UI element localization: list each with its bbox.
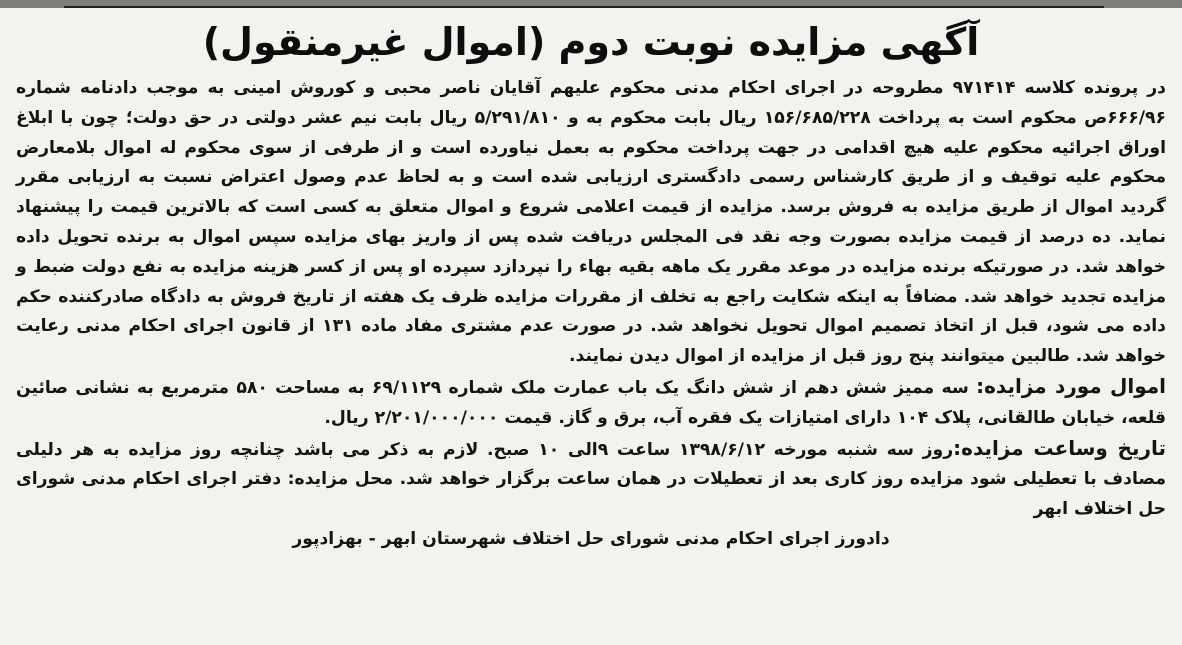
property-section bbox=[16, 372, 1166, 434]
notice-title: آگهی مزایده نوبت دوم (اموال غیرمنقول) bbox=[202, 20, 980, 64]
property-label: اموال مورد مزایده: bbox=[976, 373, 1166, 398]
property-description: سه ممیز شش دهم از شش دانگ یک باب عمارت ملک شماره ۶۹/۱۱۲۹ به مساحت ۵۸۰ مترمربع به نشانی صائین قلعه، خیابان طالقانی، پلاک ۱۰۴ دارای امتیازات یک فقره آب، برق و گاز. قیمت ۲/۲۰۱/۰۰۰/۰۰۰ ریال. bbox=[16, 377, 1166, 428]
auction-notice bbox=[10, 10, 1172, 640]
notice-signature: دادورز اجرای احکام مدنی شورای حل اختلاف شهرستان ابهر - بهزادپور bbox=[292, 528, 890, 549]
date-label: تاریخ وساعت مزایده: bbox=[953, 435, 1167, 460]
top-border-line bbox=[64, 6, 1104, 8]
date-description: روز سه شنبه مورخه ۱۳۹۸/۶/۱۲ ساعت ۹الی ۱۰ صبح. لازم به ذکر می باشد چنانچه روز مزایده به هر دلیلی مصادف با تعطیلی شود مزایده روز کاری بعد از تعطیلات در همان ساعت برگزار خواهد شد. محل مزایده: دفتر اجرای احکام مدنی شورای حل اختلاف ابهر bbox=[16, 439, 1166, 520]
date-section bbox=[16, 434, 1166, 525]
notice-paragraph-main: در پرونده کلاسه ۹۷۱۴۱۴ مطروحه در اجرای احکام مدنی محکوم علیهم آقایان ناصر محبی و کوروش امینی به موجب دادنامه شماره ۶۶۶/۹۶ص محکوم است به پرداخت ۱۵۶/۶۸۵/۲۲۸ ریال بابت محکوم به و ۵/۲۹۱/۸۱۰ ریال بابت نیم عشر دولتی در حق دولت؛ چون با ابلاغ اوراق اجرائیه محکوم علیه هیچ اقدامی در جهت پرداخت محکوم به بعمل نیاورده است و از طرفی از سوی محکوم له اموال بلامعارض محکوم علیه توقیف و از طریق کارشناس رسمی دادگستری ارزیابی شده است و به لحاظ عدم وصول اعتراض نسبت به ارزیابی مقرر گردید اموال از طریق مزایده به فروش برسد. مزایده از قیمت اعلامی شروع و اموال متعلق به کسی است که بالاترین قیمت را پیشنهاد نماید. ده درصد از قیمت مزایده بصورت وجه نقد فی المجلس دریافت شده پس از واریز بهای مزایده سپس اموال به برنده تحویل داده خواهد شد. در صورتیکه برنده مزایده در موعد مقرر یک ماهه بقیه بهاء را نپردازد سپرده او پس از کسر هزینه مزایده به نفع دولت ضبط و مزایده تجدید خواهد شد. مضافاً به اینکه شکایت راجع به تخلف از مقررات مزایده ظرف یک هفته از تاریخ فروش به دادگاه صادرکننده حکم داده می شود، قبل از اتخاذ تصمیم اموال تحویل نخواهد شد. در صورت عدم مشتری مفاد ماده ۱۳۱ از قانون اجرای احکام مدنی رعایت خواهد شد. طالبین میتوانند پنج روز قبل از مزایده از اموال دیدن نمایند. bbox=[16, 78, 1166, 367]
notice-body bbox=[10, 74, 1172, 525]
